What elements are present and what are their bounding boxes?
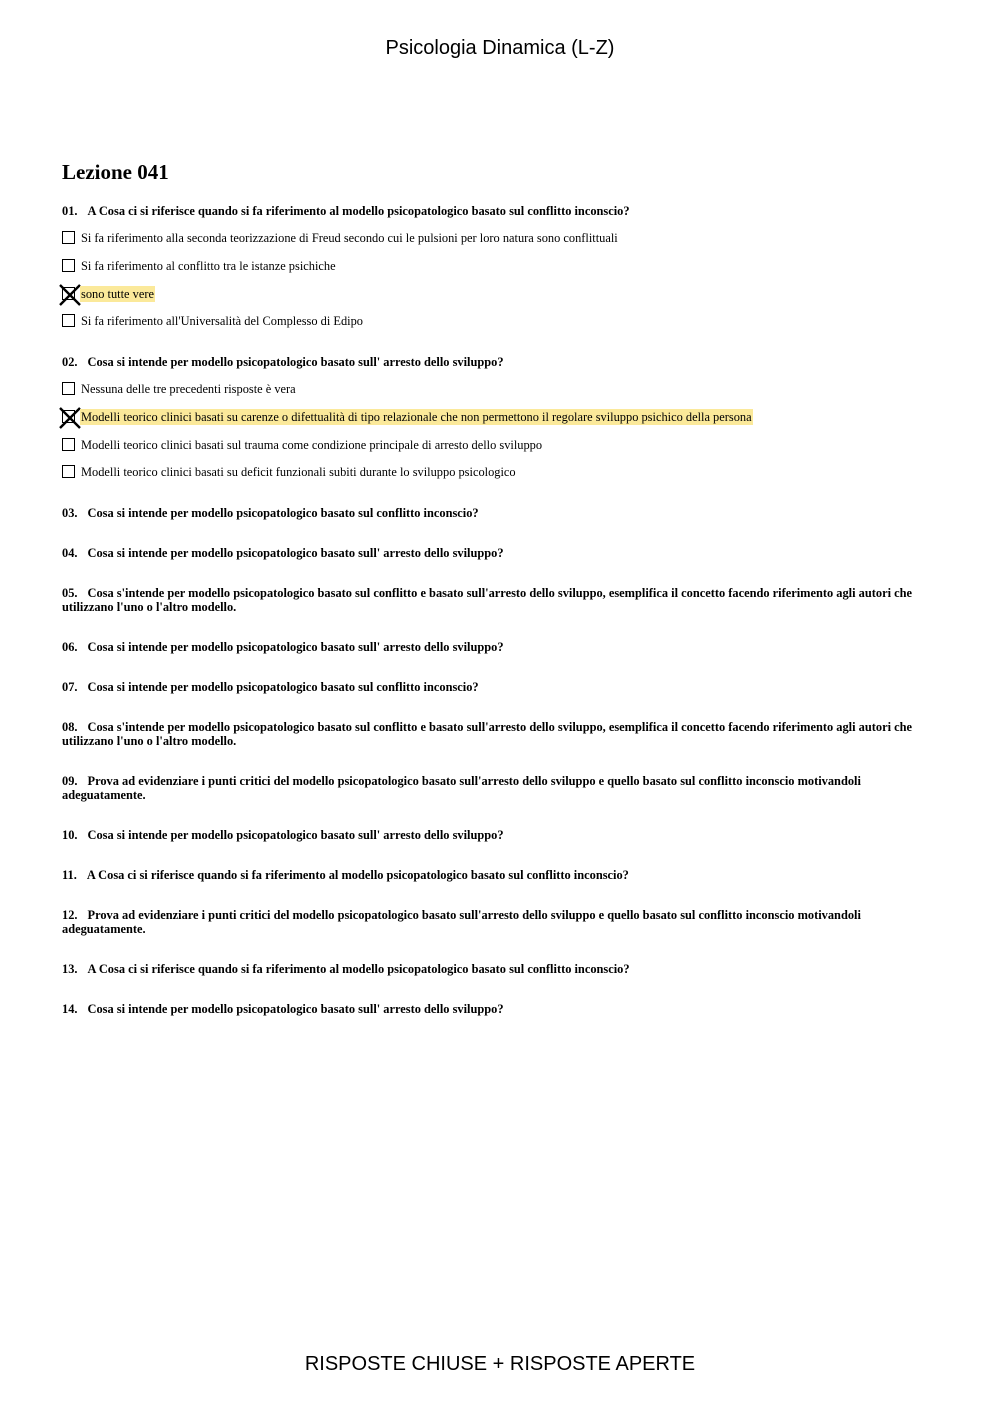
lesson-title: Lezione 041 — [62, 160, 169, 184]
question-13 — [62, 962, 938, 976]
question-text: Prova ad evidenziare i punti critici del modello psicopatologico basato sull'arresto dello sviluppo e quello basato sul conflitto inconscio motivandoli adeguatamente. — [62, 908, 861, 936]
checkbox[interactable] — [62, 259, 75, 272]
answer-text: Si fa riferimento al conflitto tra le istanze psichiche — [81, 259, 336, 273]
question-number: 10. — [62, 828, 78, 842]
answer-text: Modelli teorico clinici basati sul trauma come condizione principale di arresto dello sviluppo — [81, 438, 543, 452]
question-07 — [62, 680, 938, 694]
question-06 — [62, 640, 938, 654]
question-number: 03. — [62, 506, 78, 520]
answer-text: Modelli teorico clinici basati su deficit funzionali subiti durante lo sviluppo psicologico — [81, 465, 516, 479]
x-mark-icon — [58, 406, 82, 430]
checkbox[interactable] — [62, 314, 75, 327]
question-text: A Cosa ci si riferisce quando si fa riferimento al modello psicopatologico basato sul conflitto inconscio? — [86, 868, 629, 882]
question-text: Cosa si intende per modello psicopatologico basato sull' arresto dello sviluppo? — [87, 355, 504, 369]
question-number: 02. — [62, 355, 78, 369]
question-text: Prova ad evidenziare i punti critici del modello psicopatologico basato sull'arresto dello sviluppo e quello basato sul conflitto inconscio motivandoli adeguatamente. — [62, 774, 861, 802]
question-text: Cosa si intende per modello psicopatologico basato sul conflitto inconscio? — [87, 680, 479, 694]
checkbox[interactable] — [62, 231, 75, 244]
question-08 — [62, 720, 938, 748]
question-text: Cosa si intende per modello psicopatologico basato sul conflitto inconscio? — [87, 506, 479, 520]
question-text: A Cosa ci si riferisce quando si fa riferimento al modello psicopatologico basato sul conflitto inconscio? — [87, 204, 630, 218]
answer-text: Nessuna delle tre precedenti risposte è vera — [81, 382, 296, 396]
question-12 — [62, 908, 938, 936]
question-10 — [62, 828, 938, 842]
answer-text-highlighted: sono tutte vere — [81, 287, 154, 301]
question-04 — [62, 546, 938, 560]
question-number: 12. — [62, 908, 78, 922]
answer-text: Si fa riferimento all'Universalità del Complesso di Edipo — [81, 314, 363, 328]
question-number: 05. — [62, 586, 78, 600]
question-number: 07. — [62, 680, 78, 694]
question-number: 06. — [62, 640, 78, 654]
question-text: Cosa si intende per modello psicopatologico basato sull' arresto dello sviluppo? — [87, 828, 504, 842]
question-02 — [62, 355, 938, 369]
question-09 — [62, 774, 938, 802]
x-mark-icon — [58, 283, 82, 307]
question-number: 04. — [62, 546, 78, 560]
question-number: 01. — [62, 204, 78, 218]
checkbox[interactable] — [62, 438, 75, 451]
question-number: 13. — [62, 962, 78, 976]
checkbox-checked[interactable] — [62, 287, 75, 300]
question-text: Cosa s'intende per modello psicopatologico basato sul conflitto e basato sull'arresto dello sviluppo, esemplifica il concetto facendo riferimento agli autori che utilizzano l'uno o l'altro modello. — [62, 720, 913, 748]
question-text: Cosa si intende per modello psicopatologico basato sull' arresto dello sviluppo? — [87, 1002, 504, 1016]
answer-text: Si fa riferimento alla seconda teorizzazione di Freud secondo cui le pulsioni per loro natura sono conflittuali — [81, 231, 618, 245]
checkbox[interactable] — [62, 382, 75, 395]
question-14 — [62, 1002, 938, 1016]
answer-text-highlighted: Modelli teorico clinici basati su carenze o difettualità di tipo relazionale che non permettono il regolare sviluppo psichico della persona — [81, 410, 752, 424]
checkbox-checked[interactable] — [62, 410, 75, 423]
question-number: 11. — [62, 868, 77, 882]
question-number: 08. — [62, 720, 78, 734]
question-05 — [62, 586, 938, 614]
question-03 — [62, 506, 938, 520]
page-footer: RISPOSTE CHIUSE + RISPOSTE APERTE — [304, 1353, 696, 1375]
question-text: Cosa si intende per modello psicopatologico basato sull' arresto dello sviluppo? — [87, 546, 504, 560]
question-01 — [62, 204, 938, 218]
checkbox[interactable] — [62, 465, 75, 478]
question-11 — [62, 868, 938, 882]
question-number: 09. — [62, 774, 78, 788]
question-number: 14. — [62, 1002, 78, 1016]
question-text: Cosa s'intende per modello psicopatologico basato sul conflitto e basato sull'arresto dello sviluppo, esemplifica il concetto facendo riferimento agli autori che utilizzano l'uno o l'altro modello. — [62, 586, 913, 614]
page-header: Psicologia Dinamica (L-Z) — [385, 37, 615, 59]
question-text: Cosa si intende per modello psicopatologico basato sull' arresto dello sviluppo? — [87, 640, 504, 654]
question-text: A Cosa ci si riferisce quando si fa riferimento al modello psicopatologico basato sul conflitto inconscio? — [87, 962, 630, 976]
